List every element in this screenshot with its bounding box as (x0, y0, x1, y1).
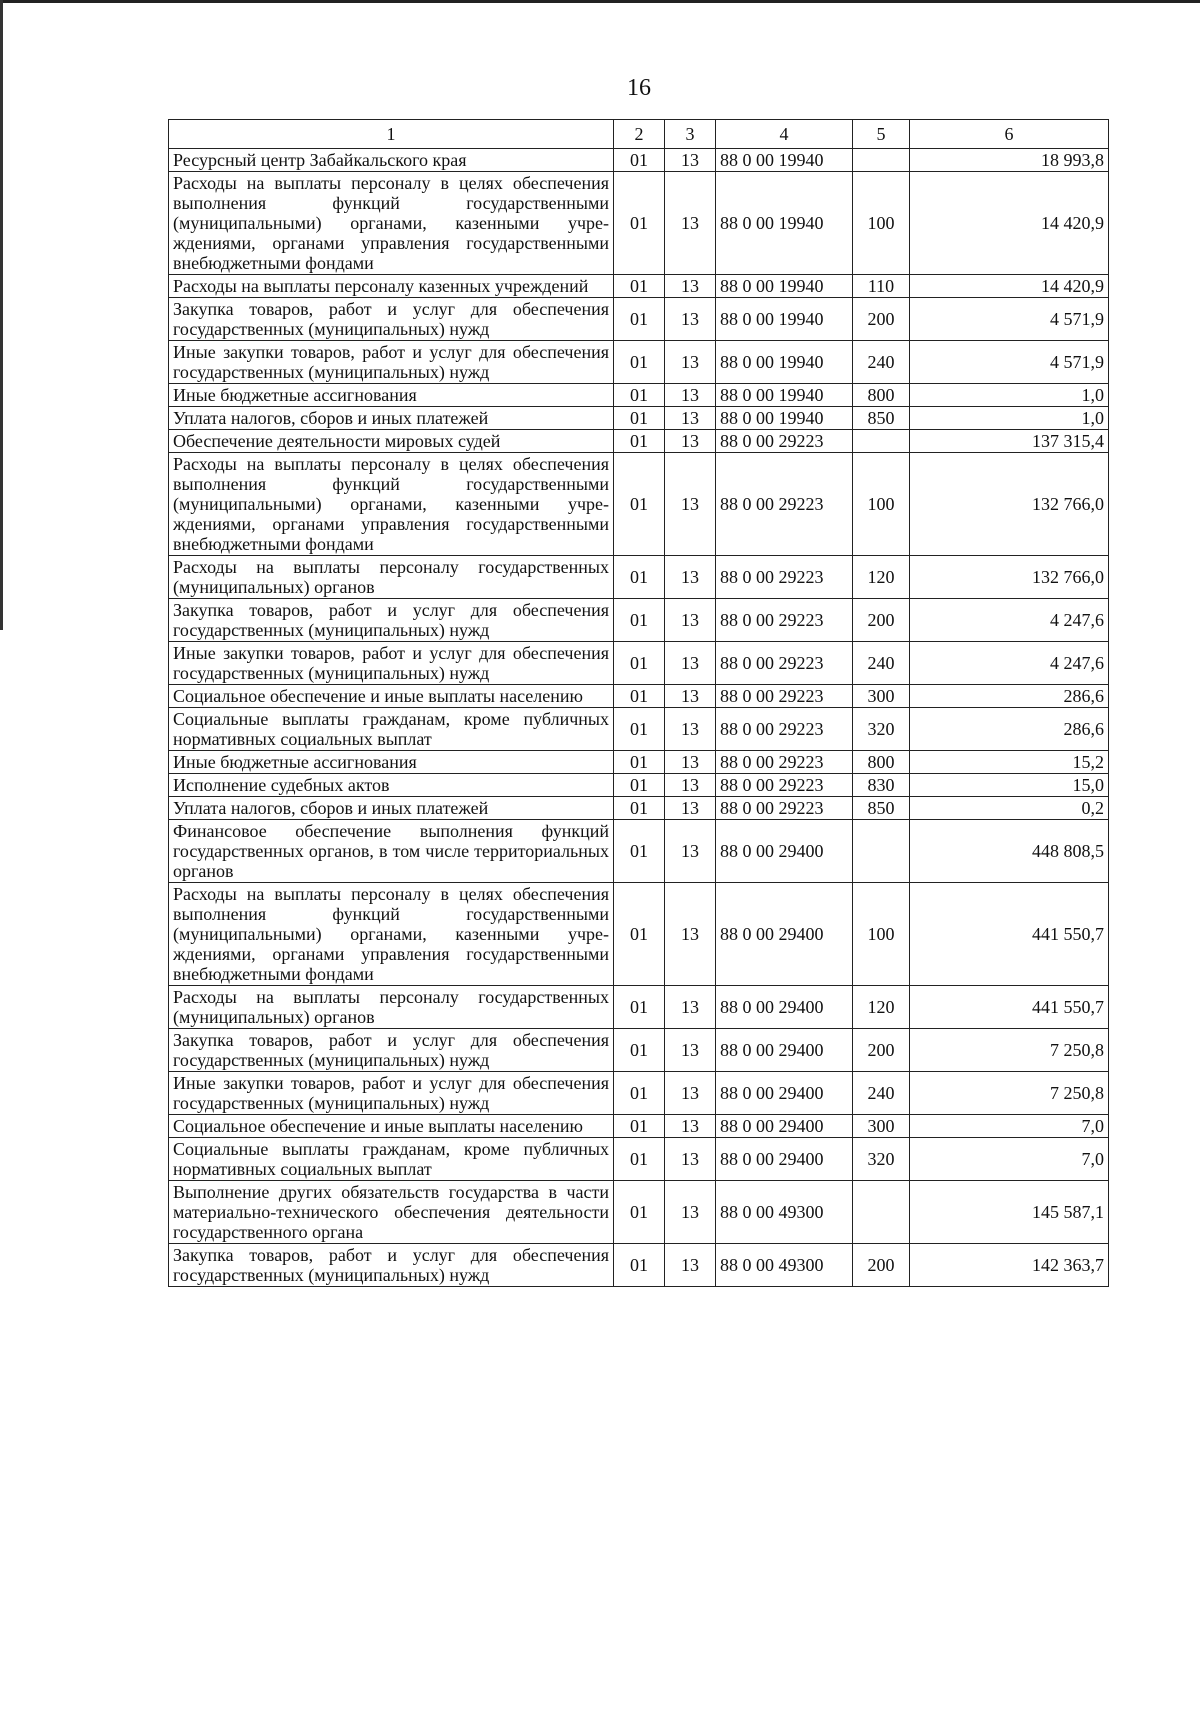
table-row (169, 341, 1109, 384)
cell-section: 01 (614, 1138, 665, 1181)
header-row (169, 120, 1109, 149)
cell-section: 01 (614, 341, 665, 384)
cell-section: 01 (614, 797, 665, 820)
cell-amount: 1,0 (910, 407, 1109, 430)
table-row (169, 820, 1109, 883)
cell-subsection: 13 (665, 751, 716, 774)
cell-section: 01 (614, 172, 665, 275)
cell-name: Финансовое обеспечение выполнения функций государственных органов, в том числе территориальных органов (169, 820, 614, 883)
cell-expense-type: 120 (853, 556, 910, 599)
cell-name: Обеспечение деятельности мировых судей (169, 430, 614, 453)
cell-expense-type (853, 430, 910, 453)
cell-section: 01 (614, 1029, 665, 1072)
cell-section: 01 (614, 774, 665, 797)
cell-name: Исполнение судебных актов (169, 774, 614, 797)
cell-expense-type: 850 (853, 797, 910, 820)
cell-amount: 132 766,0 (910, 556, 1109, 599)
table-row (169, 685, 1109, 708)
cell-amount: 4 571,9 (910, 341, 1109, 384)
table-row (169, 1029, 1109, 1072)
cell-subsection: 13 (665, 298, 716, 341)
cell-name: Уплата налогов, сборов и иных платежей (169, 407, 614, 430)
cell-expense-type: 120 (853, 986, 910, 1029)
cell-subsection: 13 (665, 1029, 716, 1072)
cell-name: Социальное обеспечение и иные выплаты населению (169, 1115, 614, 1138)
header-cell-subsection: 3 (665, 120, 716, 149)
cell-expense-type: 240 (853, 1072, 910, 1115)
cell-section: 01 (614, 298, 665, 341)
table-row (169, 708, 1109, 751)
cell-amount: 4 247,6 (910, 642, 1109, 685)
cell-expense-type: 850 (853, 407, 910, 430)
cell-expense-type: 320 (853, 1138, 910, 1181)
table-row (169, 599, 1109, 642)
cell-amount: 14 420,9 (910, 275, 1109, 298)
cell-target-article: 88 0 00 29400 (716, 986, 853, 1029)
cell-subsection: 13 (665, 341, 716, 384)
cell-section: 01 (614, 708, 665, 751)
cell-expense-type (853, 1181, 910, 1244)
cell-target-article: 88 0 00 29400 (716, 1029, 853, 1072)
table-row (169, 774, 1109, 797)
cell-section: 01 (614, 556, 665, 599)
table-row (169, 1072, 1109, 1115)
cell-section: 01 (614, 1181, 665, 1244)
cell-subsection: 13 (665, 407, 716, 430)
cell-target-article: 88 0 00 29223 (716, 599, 853, 642)
cell-amount: 145 587,1 (910, 1181, 1109, 1244)
cell-target-article: 88 0 00 19940 (716, 407, 853, 430)
cell-subsection: 13 (665, 1244, 716, 1287)
cell-expense-type: 200 (853, 298, 910, 341)
table-row (169, 298, 1109, 341)
cell-subsection: 13 (665, 453, 716, 556)
cell-amount: 1,0 (910, 384, 1109, 407)
cell-amount: 7,0 (910, 1138, 1109, 1181)
cell-name: Расходы на выплаты персоналу казенных учреждений (169, 275, 614, 298)
table-row (169, 883, 1109, 986)
cell-subsection: 13 (665, 820, 716, 883)
header-cell-name: 1 (169, 120, 614, 149)
cell-section: 01 (614, 883, 665, 986)
cell-amount: 0,2 (910, 797, 1109, 820)
cell-subsection: 13 (665, 556, 716, 599)
cell-name: Выполнение других обязательств государства в части материально-технического обеспечения деятельности государственного органа (169, 1181, 614, 1244)
table-row (169, 797, 1109, 820)
table-row (169, 751, 1109, 774)
cell-amount: 7 250,8 (910, 1029, 1109, 1072)
cell-name: Закупка товаров, работ и услуг для обеспечения государственных (муниципальных) нужд (169, 599, 614, 642)
cell-subsection: 13 (665, 797, 716, 820)
cell-amount: 7 250,8 (910, 1072, 1109, 1115)
cell-section: 01 (614, 1115, 665, 1138)
header-cell-amount: 6 (910, 120, 1109, 149)
table-row (169, 986, 1109, 1029)
cell-amount: 137 315,4 (910, 430, 1109, 453)
cell-name: Социальные выплаты гражданам, кроме публичных нормативных социальных выплат (169, 1138, 614, 1181)
cell-target-article: 88 0 00 29223 (716, 751, 853, 774)
cell-section: 01 (614, 453, 665, 556)
cell-section: 01 (614, 642, 665, 685)
cell-section: 01 (614, 685, 665, 708)
cell-amount: 18 993,8 (910, 149, 1109, 172)
cell-amount: 441 550,7 (910, 883, 1109, 986)
cell-expense-type: 800 (853, 751, 910, 774)
cell-name: Иные закупки товаров, работ и услуг для обеспечения государственных (муниципальных) нужд (169, 341, 614, 384)
table-row (169, 1138, 1109, 1181)
table-row (169, 1244, 1109, 1287)
cell-name: Иные закупки товаров, работ и услуг для обеспечения государственных (муниципальных) нужд (169, 642, 614, 685)
cell-amount: 15,2 (910, 751, 1109, 774)
cell-subsection: 13 (665, 1181, 716, 1244)
table-row (169, 642, 1109, 685)
cell-subsection: 13 (665, 883, 716, 986)
table-row (169, 275, 1109, 298)
cell-subsection: 13 (665, 275, 716, 298)
cell-amount: 15,0 (910, 774, 1109, 797)
table-row (169, 1115, 1109, 1138)
cell-name: Расходы на выплаты персоналу государственных (муниципальных) органов (169, 556, 614, 599)
cell-target-article: 88 0 00 29400 (716, 883, 853, 986)
cell-name: Уплата налогов, сборов и иных платежей (169, 797, 614, 820)
cell-section: 01 (614, 384, 665, 407)
cell-name: Ресурсный центр Забайкальского края (169, 149, 614, 172)
table-row (169, 384, 1109, 407)
cell-name: Закупка товаров, работ и услуг для обеспечения государственных (муниципальных) нужд (169, 1244, 614, 1287)
cell-amount: 448 808,5 (910, 820, 1109, 883)
cell-section: 01 (614, 986, 665, 1029)
cell-name: Расходы на выплаты персоналу в целях обеспечения выполнения функций государственными (муниципальными) органами, казенными учреждениями, органами управления государственными внебюджетными фондами (169, 883, 614, 986)
table-row (169, 1181, 1109, 1244)
cell-target-article: 88 0 00 19940 (716, 341, 853, 384)
cell-amount: 4 247,6 (910, 599, 1109, 642)
scan-edge-left (0, 0, 3, 630)
cell-expense-type: 200 (853, 1029, 910, 1072)
table-body (169, 149, 1109, 1287)
budget-table (168, 119, 1109, 1287)
cell-amount: 441 550,7 (910, 986, 1109, 1029)
cell-name: Иные бюджетные ассигнования (169, 384, 614, 407)
header-cell-target-article: 4 (716, 120, 853, 149)
cell-amount: 132 766,0 (910, 453, 1109, 556)
cell-target-article: 88 0 00 19940 (716, 384, 853, 407)
table-row (169, 172, 1109, 275)
cell-expense-type: 240 (853, 341, 910, 384)
cell-subsection: 13 (665, 430, 716, 453)
cell-name: Расходы на выплаты персоналу государственных (муниципальных) органов (169, 986, 614, 1029)
cell-target-article: 88 0 00 29400 (716, 820, 853, 883)
cell-target-article: 88 0 00 29223 (716, 642, 853, 685)
cell-amount: 286,6 (910, 685, 1109, 708)
cell-name: Закупка товаров, работ и услуг для обеспечения государственных (муниципальных) нужд (169, 298, 614, 341)
cell-name: Иные закупки товаров, работ и услуг для обеспечения государственных (муниципальных) нужд (169, 1072, 614, 1115)
cell-section: 01 (614, 149, 665, 172)
cell-expense-type: 200 (853, 1244, 910, 1287)
cell-section: 01 (614, 820, 665, 883)
cell-expense-type: 300 (853, 1115, 910, 1138)
cell-name: Расходы на выплаты персоналу в целях обеспечения выполнения функций государственными (муниципальными) органами, казенными учреждениями, органами управления государственными внебюджетными фондами (169, 453, 614, 556)
cell-subsection: 13 (665, 1115, 716, 1138)
cell-section: 01 (614, 1072, 665, 1115)
cell-target-article: 88 0 00 29400 (716, 1138, 853, 1181)
cell-expense-type: 300 (853, 685, 910, 708)
cell-name: Социальное обеспечение и иные выплаты населению (169, 685, 614, 708)
cell-target-article: 88 0 00 29223 (716, 685, 853, 708)
cell-expense-type (853, 149, 910, 172)
cell-subsection: 13 (665, 685, 716, 708)
cell-section: 01 (614, 430, 665, 453)
cell-expense-type: 240 (853, 642, 910, 685)
cell-section: 01 (614, 599, 665, 642)
cell-expense-type: 200 (853, 599, 910, 642)
cell-subsection: 13 (665, 986, 716, 1029)
cell-target-article: 88 0 00 19940 (716, 149, 853, 172)
cell-target-article: 88 0 00 29400 (716, 1115, 853, 1138)
cell-name: Иные бюджетные ассигнования (169, 751, 614, 774)
table-row (169, 149, 1109, 172)
cell-target-article: 88 0 00 19940 (716, 172, 853, 275)
table-row (169, 407, 1109, 430)
scan-edge-top (0, 0, 1200, 3)
cell-target-article: 88 0 00 49300 (716, 1244, 853, 1287)
cell-section: 01 (614, 275, 665, 298)
page-number: 16 (627, 75, 651, 101)
cell-expense-type: 830 (853, 774, 910, 797)
table-row (169, 430, 1109, 453)
cell-subsection: 13 (665, 149, 716, 172)
cell-target-article: 88 0 00 19940 (716, 298, 853, 341)
cell-target-article: 88 0 00 29223 (716, 430, 853, 453)
cell-name: Расходы на выплаты персоналу в целях обеспечения выполнения функций государственными (муниципальными) органами, казенными учреждениями, органами управления государственными внебюджетными фондами (169, 172, 614, 275)
cell-section: 01 (614, 751, 665, 774)
cell-target-article: 88 0 00 29223 (716, 708, 853, 751)
cell-target-article: 88 0 00 19940 (716, 275, 853, 298)
cell-amount: 14 420,9 (910, 172, 1109, 275)
cell-target-article: 88 0 00 29223 (716, 797, 853, 820)
cell-expense-type: 100 (853, 172, 910, 275)
cell-target-article: 88 0 00 29223 (716, 774, 853, 797)
cell-section: 01 (614, 1244, 665, 1287)
table-row (169, 556, 1109, 599)
header-cell-expense-type: 5 (853, 120, 910, 149)
cell-subsection: 13 (665, 384, 716, 407)
cell-subsection: 13 (665, 172, 716, 275)
cell-section: 01 (614, 407, 665, 430)
cell-target-article: 88 0 00 29400 (716, 1072, 853, 1115)
cell-expense-type: 100 (853, 883, 910, 986)
cell-subsection: 13 (665, 599, 716, 642)
cell-expense-type (853, 820, 910, 883)
cell-target-article: 88 0 00 49300 (716, 1181, 853, 1244)
cell-subsection: 13 (665, 708, 716, 751)
cell-subsection: 13 (665, 774, 716, 797)
cell-expense-type: 100 (853, 453, 910, 556)
cell-subsection: 13 (665, 642, 716, 685)
cell-amount: 286,6 (910, 708, 1109, 751)
cell-expense-type: 110 (853, 275, 910, 298)
cell-expense-type: 800 (853, 384, 910, 407)
cell-target-article: 88 0 00 29223 (716, 556, 853, 599)
cell-name: Социальные выплаты гражданам, кроме публичных нормативных социальных выплат (169, 708, 614, 751)
cell-target-article: 88 0 00 29223 (716, 453, 853, 556)
cell-amount: 7,0 (910, 1115, 1109, 1138)
cell-subsection: 13 (665, 1072, 716, 1115)
cell-expense-type: 320 (853, 708, 910, 751)
cell-name: Закупка товаров, работ и услуг для обеспечения государственных (муниципальных) нужд (169, 1029, 614, 1072)
cell-amount: 4 571,9 (910, 298, 1109, 341)
table-row (169, 453, 1109, 556)
cell-amount: 142 363,7 (910, 1244, 1109, 1287)
cell-subsection: 13 (665, 1138, 716, 1181)
header-cell-section: 2 (614, 120, 665, 149)
